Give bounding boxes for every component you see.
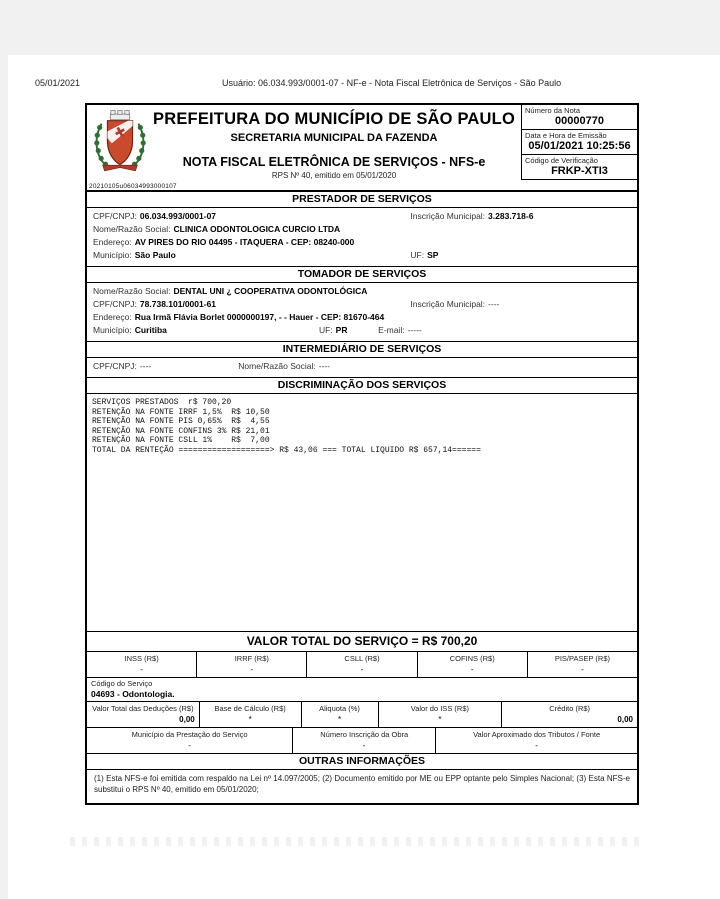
inscricao-municipal-label: Inscrição Municipal: bbox=[410, 211, 486, 221]
valor-iss-header: Valor do ISS (R$) bbox=[410, 704, 469, 713]
valor-iss-column bbox=[379, 702, 503, 727]
codigo-servico-label: Código do Serviço bbox=[91, 679, 153, 688]
tomador-inscricao-value: ---- bbox=[488, 299, 500, 309]
print-header-title: Usuário: 06.034.993/0001-07 - NF-e - Nota Fiscal Eletrônica de Serviços - São Paulo bbox=[222, 78, 562, 88]
prestador-section bbox=[87, 191, 637, 266]
meta-label: Data e Hora de Emissão bbox=[525, 131, 607, 140]
emission-datetime-value: 05/01/2021 10:25:56 bbox=[528, 140, 631, 152]
municipio-prestacao-header: Município da Prestação do Serviço bbox=[131, 730, 248, 739]
meta-data-emissao bbox=[522, 130, 637, 155]
irrf-header: IRRF (R$) bbox=[234, 654, 269, 663]
prestador-fields bbox=[87, 208, 637, 266]
csll-column bbox=[307, 652, 417, 677]
discriminacao-section-title: DISCRIMINAÇÃO DOS SERVIÇOS bbox=[87, 378, 637, 394]
prestacao-table bbox=[87, 728, 637, 753]
inscricao-obra-column bbox=[293, 728, 436, 753]
deducoes-header: Valor Total das Deduções (R$) bbox=[92, 704, 194, 713]
service-description-text: SERVIÇOS PRESTADOS r$ 700,20 RETENÇÃO NA FONTE IRRF 1,5% R$ 10,50 RETENÇÃO NA FONTE PIS 0,65% R$ 4,55 RETENÇÃO NA FONTE CONFINS 3% R$ 21,01 RETENÇÃO NA FONTE CSLL 1% R$ 7,00 TOTAL DA RENTEÇÃO ===================> R$ 43,06 === TOTAL LIQUIDO R$ 657,14====== bbox=[92, 398, 481, 455]
aliquota-column bbox=[302, 702, 379, 727]
irrf-column bbox=[197, 652, 307, 677]
cpf-cnpj-label: CPF/CNPJ: bbox=[93, 361, 137, 371]
prefeitura-title: PREFEITURA DO MUNICÍPIO DE SÃO PAULO bbox=[153, 110, 515, 128]
prestador-endereco-row bbox=[93, 236, 631, 249]
tomador-uf-pair bbox=[319, 324, 348, 337]
intermediario-fields bbox=[87, 358, 637, 377]
razao-social-label: Nome/Razão Social: bbox=[93, 224, 171, 234]
nota-number-value: 00000770 bbox=[555, 115, 604, 127]
razao-social-label: Nome/Razão Social: bbox=[238, 361, 316, 371]
meta-label: Número da Nota bbox=[525, 106, 581, 115]
prestador-endereco-value: AV PIRES DO RIO 04495 - ITAQUERA - CEP: 08240-000 bbox=[134, 237, 355, 247]
intermediario-section bbox=[87, 341, 637, 377]
tomador-endereco-row bbox=[93, 311, 631, 324]
tomador-nome-value: DENTAL UNI ¿ COOPERATIVA ODONTOLÓGICA bbox=[173, 286, 368, 296]
pis-pasep-value: - bbox=[581, 665, 584, 674]
inss-value: - bbox=[140, 665, 143, 674]
cpf-cnpj-label: CPF/CNPJ: bbox=[93, 299, 137, 309]
tomador-fields bbox=[87, 283, 637, 341]
sao-paulo-coat-of-arms-icon bbox=[91, 108, 149, 174]
document-header bbox=[87, 105, 637, 191]
credito-column bbox=[502, 702, 637, 727]
deducoes-value: 0,00 bbox=[179, 715, 195, 724]
prestador-nome-value: CLINICA ODONTOLOGICA CURCIO LTDA bbox=[173, 224, 341, 234]
email-label: E-mail: bbox=[378, 325, 405, 335]
tomador-inscricao-pair bbox=[410, 298, 499, 311]
barcode-number: 20210105u06034993000107 bbox=[89, 183, 177, 190]
cofins-column bbox=[418, 652, 528, 677]
intermediario-section-title: INTERMEDIÁRIO DE SERVIÇOS bbox=[87, 342, 637, 358]
outras-informacoes-title: OUTRAS INFORMAÇÕES bbox=[87, 754, 637, 770]
uf-label: UF: bbox=[410, 250, 425, 260]
tomador-cnpj-value: 78.738.101/0001-61 bbox=[139, 299, 217, 309]
credito-value: 0,00 bbox=[617, 715, 633, 724]
cpf-cnpj-label: CPF/CNPJ: bbox=[93, 211, 137, 221]
tomador-section-title: TOMADOR DE SERVIÇOS bbox=[87, 267, 637, 283]
meta-numero-nota bbox=[522, 105, 637, 130]
tomador-municipio-value: Curitiba bbox=[134, 325, 167, 335]
tomador-email-pair bbox=[378, 324, 422, 337]
municipio-prestacao-value: - bbox=[188, 741, 191, 750]
report-page bbox=[8, 55, 720, 899]
tomador-municipio-row bbox=[93, 324, 631, 337]
base-calculo-column bbox=[200, 702, 302, 727]
prestador-uf-value: SP bbox=[427, 250, 439, 260]
inscricao-obra-value: - bbox=[362, 741, 366, 750]
prestador-municipio-row bbox=[93, 249, 631, 262]
base-calculo-value: * bbox=[248, 715, 252, 724]
meta-label: Código de Verificação bbox=[525, 156, 598, 165]
csll-value: - bbox=[360, 665, 364, 674]
outras-informacoes-text: (1) Esta NFS-e foi emitida com respaldo na Lei nº 14.097/2005; (2) Documento emitido por ME ou EPP optante pelo Simples Nacional; (3) Esta NFS-e substitui o RPS Nº 40, emitido em 05/01/2020; bbox=[94, 774, 630, 794]
prestador-inscricao-pair bbox=[410, 210, 533, 223]
secretaria-subtitle: SECRETARIA MUNICIPAL DA FAZENDA bbox=[230, 132, 438, 144]
aliquota-header: Aliquota (%) bbox=[319, 704, 360, 713]
print-bleed-artifact bbox=[70, 837, 642, 846]
codigo-servico-block bbox=[87, 678, 637, 702]
cofins-header: COFINS (R$) bbox=[449, 654, 495, 663]
endereco-label: Endereço: bbox=[93, 312, 132, 322]
document-title: NOTA FISCAL ELETRÔNICA DE SERVIÇOS - NFS-e bbox=[182, 155, 486, 169]
municipio-label: Município: bbox=[93, 325, 132, 335]
valor-total-banner: VALOR TOTAL DO SERVIÇO = R$ 700,20 bbox=[87, 631, 637, 652]
cofins-value: - bbox=[470, 665, 474, 674]
inss-header: INSS (R$) bbox=[124, 654, 159, 663]
credito-header: Crédito (R$) bbox=[549, 704, 591, 713]
inscricao-obra-header: Número Inscrição da Obra bbox=[320, 730, 409, 739]
csll-header: CSLL (R$) bbox=[344, 654, 380, 663]
prestador-cnpj-value: 06.034.993/0001-07 bbox=[139, 211, 217, 221]
tributos-fonte-value: - bbox=[535, 741, 538, 750]
inss-column bbox=[87, 652, 197, 677]
outras-informacoes-section bbox=[87, 753, 637, 798]
irrf-value: - bbox=[250, 665, 254, 674]
prestador-uf-pair bbox=[410, 249, 438, 262]
tomador-endereco-value: Rua Irmã Flávia Borlet 0000000197, - - Hauer - CEP: 81670-464 bbox=[134, 312, 385, 322]
retencoes-table bbox=[87, 652, 637, 678]
prestador-section-title: PRESTADOR DE SERVIÇOS bbox=[87, 192, 637, 208]
prestador-cnpj-row bbox=[93, 210, 631, 223]
tomador-section bbox=[87, 266, 637, 341]
mural-crown bbox=[110, 111, 129, 120]
tributos-fonte-column bbox=[436, 728, 637, 753]
intermediario-nome-value: ---- bbox=[318, 361, 331, 371]
base-calculo-header: Base de Cálculo (R$) bbox=[214, 704, 286, 713]
codigo-servico-value: 04693 - Odontologia. bbox=[91, 689, 175, 699]
note-meta-box bbox=[521, 105, 637, 180]
meta-codigo-verificacao bbox=[522, 155, 637, 180]
prestador-municipio-value: São Paulo bbox=[134, 250, 176, 260]
header-titles bbox=[149, 110, 519, 180]
tomador-nome-row bbox=[93, 285, 631, 298]
deducoes-column bbox=[87, 702, 200, 727]
endereco-label: Endereço: bbox=[93, 237, 132, 247]
verification-code-value: FRKP-XTI3 bbox=[551, 165, 608, 177]
inscricao-municipal-label: Inscrição Municipal: bbox=[410, 299, 486, 309]
tomador-uf-value: PR bbox=[335, 325, 348, 335]
intermediario-cnpj-value: ---- bbox=[139, 361, 152, 371]
tributos-fonte-header: Valor Aproximado dos Tributos / Fonte bbox=[473, 730, 601, 739]
print-header-date: 05/01/2021 bbox=[35, 78, 81, 88]
valor-iss-value: * bbox=[438, 715, 442, 724]
intermediario-nome-pair bbox=[238, 360, 330, 373]
prestador-nome-row bbox=[93, 223, 631, 236]
pis-pasep-header: PIS/PASEP (R$) bbox=[554, 654, 610, 663]
municipio-prestacao-column bbox=[87, 728, 293, 753]
aliquota-value: * bbox=[337, 715, 342, 724]
deducoes-table bbox=[87, 702, 637, 728]
razao-social-label: Nome/Razão Social: bbox=[93, 286, 171, 296]
nfse-document bbox=[85, 103, 639, 805]
rps-line: RPS Nº 40, emitido em 05/01/2020 bbox=[271, 171, 397, 180]
discriminacao-body bbox=[87, 394, 637, 631]
intermediario-row bbox=[93, 360, 631, 373]
tomador-cnpj-row bbox=[93, 298, 631, 311]
tomador-email-value: ----- bbox=[407, 325, 422, 335]
discriminacao-section bbox=[87, 377, 637, 631]
prestador-inscricao-value: 3.283.718-6 bbox=[488, 211, 534, 221]
pis-pasep-column bbox=[528, 652, 637, 677]
municipio-label: Município: bbox=[93, 250, 132, 260]
uf-label: UF: bbox=[318, 325, 333, 335]
